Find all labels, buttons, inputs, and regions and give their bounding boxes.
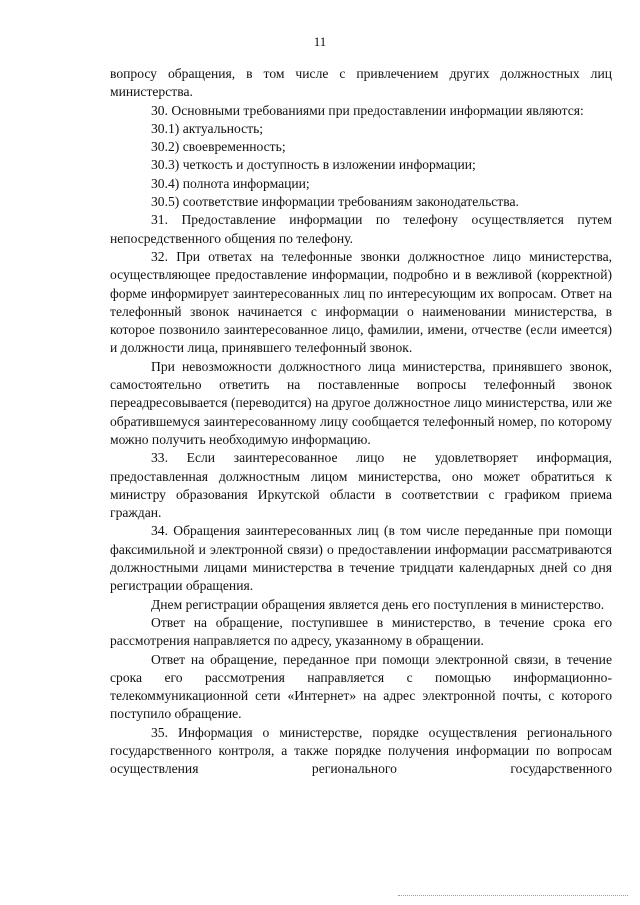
scan-edge-mark <box>398 895 628 900</box>
paragraph-30: 30. Основными требованиями при предоставлении информации являются: <box>151 102 584 118</box>
page-number: 11 <box>313 34 327 49</box>
paragraph-32: 32. При ответах на телефонные звонки должностное лицо министерства, осуществляющее предоставление информации, подробно и в вежливой (корректной) форме информирует заинтересованных лиц по интересующим их вопросам. Ответ на телефонный звонок начинается с информации о наименовании министерства, в которое позвонило заинтересованное лицо, фамилии, имени, отчестве (если имеется) и должности лица, принявшего телефонный звонок. <box>110 248 612 356</box>
list-item-30-5: 30.5) соответствие информации требованиям законодательства. <box>151 194 519 210</box>
list-item-30-2: 30.2) своевременность; <box>151 139 286 155</box>
list-item-30-4: 30.4) полнота информации; <box>151 175 310 191</box>
paragraph-reply-postal: Ответ на обращение, поступившее в министерство, в течение срока его рассмотрения направляется по адресу, указанному в обращении. <box>110 614 612 649</box>
paragraph-34: 34. Обращения заинтересованных лиц (в том числе переданные при помощи факсимильной и электронной связи) о предоставлении информации рассматриваются должностными лицами министерства в течение тридцати календарных дней со дня регистрации обращения. <box>110 523 612 594</box>
paragraph-32-redirect: При невозможности должностного лица министерства, принявшего звонок, самостоятельно ответить на поставленные вопросы телефонный звонок переадресовывается (переводится) на другое должностное лицо министерства, или же обратившемуся заинтересованному лицу сообщается телефонный номер, по которому можно получить необходимую информацию. <box>110 358 612 447</box>
paragraph-registration-day: Днем регистрации обращения является день его поступления в министерство. <box>151 596 605 612</box>
paragraph-31: 31. Предоставление информации по телефону осуществляется путем непосредственного общения по телефону. <box>110 212 612 246</box>
list-item-30-3: 30.3) четкость и доступность в изложении информации; <box>151 157 476 173</box>
list-item-30-1: 30.1) актуальность; <box>151 120 264 136</box>
paragraph-reply-electronic: Ответ на обращение, переданное при помощи электронной связи, в течение срока его рассмотрения направляется с помощью информационно-телекоммуникационной сети «Интернет» на адрес электронной почты, с которого поступило обращение. <box>110 651 612 722</box>
paragraph-33: 33. Если заинтересованное лицо не удовлетворяет информация, предоставленная должностным лицом министерства, оно может обратиться к министру образования Иркутской области в соответствии с графиком приема граждан. <box>110 450 612 521</box>
document-body <box>110 65 612 779</box>
paragraph-continuation: вопросу обращения, в том числе с привлечением других должностных лиц министерства. <box>110 66 612 100</box>
paragraph-35: 35. Информация о министерстве, порядке осуществления регионального государственного контроля, а также порядке получения информации по вопросам осуществления регионального государственного <box>110 724 612 777</box>
